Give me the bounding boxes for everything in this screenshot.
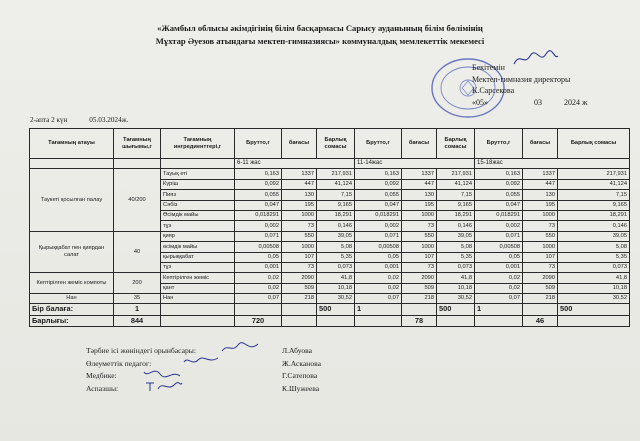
cell-gross-1: 0,071 xyxy=(235,231,282,241)
cell-sum-1: 30,52 xyxy=(317,294,355,304)
cell-gross-1: 0,018291 xyxy=(235,210,282,220)
totals-count-2: 78 xyxy=(402,315,437,327)
header-sum-1: Барлық сомасы xyxy=(317,129,355,159)
cell-price-3: 73 xyxy=(523,262,558,272)
signature-name: Г.Сатепова xyxy=(282,371,318,381)
totals-sum-1: 720 xyxy=(235,315,282,327)
cell-sum-2: 7,15 xyxy=(437,190,475,200)
cell-price-2: 447 xyxy=(402,179,437,189)
cell-price-1: 195 xyxy=(282,200,317,210)
header-yield: Тағамның шығымы,г xyxy=(114,129,161,159)
cell-gross-1: 0,055 xyxy=(235,190,282,200)
signature-role: Медбике: xyxy=(86,371,117,381)
header-dish: Тағамның атауы xyxy=(30,129,114,159)
ingredient-name: Кептірілген жеміс xyxy=(161,273,235,283)
cell-price-1: 73 xyxy=(282,262,317,272)
cell-sum-1: 39,05 xyxy=(317,231,355,241)
cell-gross-2: 0,092 xyxy=(355,179,402,189)
ingredient-name: Сәбіз xyxy=(161,200,235,210)
header-price-2: бағасы xyxy=(402,129,437,159)
cell-gross-2: 0,02 xyxy=(355,283,402,293)
cell-gross-2: 0,001 xyxy=(355,262,402,272)
cell-sum-2: 0,146 xyxy=(437,221,475,231)
age-group-3: 15-18жас xyxy=(475,159,630,169)
cell-sum-1: 5,08 xyxy=(317,242,355,252)
cell-price-2: 218 xyxy=(402,294,437,304)
cell-sum-1: 9,165 xyxy=(317,200,355,210)
menu-body xyxy=(30,169,630,304)
cell-gross-2: 0,071 xyxy=(355,231,402,241)
per-child-count-2: 1 xyxy=(355,304,402,316)
cell-price-1: 1000 xyxy=(282,242,317,252)
cell-gross-3: 0,071 xyxy=(475,231,523,241)
approve-position: Мектеп-гимназия директоры xyxy=(472,74,571,84)
cell-gross-2: 0,02 xyxy=(355,273,402,283)
cell-gross-3: 0,163 xyxy=(475,169,523,179)
cell-sum-2: 0,073 xyxy=(437,262,475,272)
cell-price-3: 1337 xyxy=(523,169,558,179)
cell-sum-3: 217,931 xyxy=(558,169,630,179)
totals-count-3: 46 xyxy=(523,315,558,327)
cell-sum-2: 5,35 xyxy=(437,252,475,262)
cell-gross-1: 0,092 xyxy=(235,179,282,189)
cell-sum-2: 41,8 xyxy=(437,273,475,283)
cell-gross-2: 0,05 xyxy=(355,252,402,262)
cell-price-2: 1000 xyxy=(402,242,437,252)
signature-row xyxy=(86,383,406,396)
cell-sum-1: 7,15 xyxy=(317,190,355,200)
cell-sum-3: 5,35 xyxy=(558,252,630,262)
per-child-count-3: 1 xyxy=(475,304,523,316)
header-gross-1: Брутто,г xyxy=(235,129,282,159)
cell-price-3: 73 xyxy=(523,221,558,231)
age-group-row xyxy=(30,159,630,169)
cell-price-3: 1000 xyxy=(523,242,558,252)
dish-yield: 35 xyxy=(114,294,161,304)
cell-price-3: 218 xyxy=(523,294,558,304)
cell-sum-2: 9,165 xyxy=(437,200,475,210)
cell-gross-2: 0,00508 xyxy=(355,242,402,252)
dish-name: Қырыққабат пен қиярдан салат xyxy=(30,231,114,273)
cell-sum-2: 217,931 xyxy=(437,169,475,179)
signature-icon xyxy=(220,341,260,355)
header-gross-3: Брутто,г xyxy=(475,129,523,159)
cell-price-1: 550 xyxy=(282,231,317,241)
dish-yield: 200 xyxy=(114,273,161,294)
cell-gross-2: 0,018291 xyxy=(355,210,402,220)
approve-label: Бекітемін xyxy=(472,63,505,72)
cell-sum-3: 9,165 xyxy=(558,200,630,210)
cell-sum-3: 39,05 xyxy=(558,231,630,241)
cell-gross-1: 0,05 xyxy=(235,252,282,262)
cell-price-2: 73 xyxy=(402,262,437,272)
cell-price-2: 1337 xyxy=(402,169,437,179)
cell-sum-2: 18,291 xyxy=(437,210,475,220)
cell-gross-2: 0,163 xyxy=(355,169,402,179)
header-gross-2: Брутто,г xyxy=(355,129,402,159)
signature-name: Л.Абуова xyxy=(282,346,312,355)
cell-sum-2: 30,52 xyxy=(437,294,475,304)
cell-sum-1: 41,124 xyxy=(317,179,355,189)
header-sum-2: Барлық сомасы xyxy=(437,129,475,159)
cell-price-1: 2090 xyxy=(282,273,317,283)
cell-gross-3: 0,07 xyxy=(475,294,523,304)
cell-sum-3: 5,08 xyxy=(558,242,630,252)
cell-gross-3: 0,02 xyxy=(475,273,523,283)
ingredient-name: қияр xyxy=(161,231,235,241)
cell-price-2: 107 xyxy=(402,252,437,262)
cell-gross-1: 0,002 xyxy=(235,221,282,231)
totals-count-1: 844 xyxy=(114,315,161,327)
signature-row xyxy=(86,370,406,383)
title-line-1: «Жамбыл облысы әкімдігінің білім басқармасы Сарысу ауданының білім бөлімінің xyxy=(157,23,483,33)
cell-gross-3: 0,018291 xyxy=(475,210,523,220)
totals-row xyxy=(30,315,630,327)
cell-sum-1: 41,8 xyxy=(317,273,355,283)
cell-price-3: 509 xyxy=(523,283,558,293)
cell-price-1: 447 xyxy=(282,179,317,189)
signature-role: Аспазшы: xyxy=(86,383,119,393)
cell-sum-2: 41,124 xyxy=(437,179,475,189)
cell-price-1: 1337 xyxy=(282,169,317,179)
cell-gross-1: 0,00508 xyxy=(235,242,282,252)
table-row xyxy=(30,231,630,241)
cell-sum-3: 41,8 xyxy=(558,273,630,283)
approve-month: 03 xyxy=(534,97,542,107)
ingredient-name: тұз xyxy=(161,221,235,231)
cell-gross-3: 0,047 xyxy=(475,200,523,210)
week-line xyxy=(30,116,148,124)
ingredient-name: Нан xyxy=(161,294,235,304)
cell-price-3: 447 xyxy=(523,179,558,189)
week-date: 05.03.2024ж. xyxy=(89,116,129,124)
signature-role: Тәрбие ісі жөніндегі орынбасары: xyxy=(86,346,196,355)
cell-price-1: 130 xyxy=(282,190,317,200)
header-price-1: бағасы xyxy=(282,129,317,159)
cell-price-2: 550 xyxy=(402,231,437,241)
age-group-1: 6-11 жас xyxy=(235,159,355,169)
header-price-3: бағасы xyxy=(523,129,558,159)
approve-name: К.Сарсекова xyxy=(472,86,515,95)
ingredient-name: Тауық еті xyxy=(161,169,235,179)
ingredient-name: өсімдік майы xyxy=(161,242,235,252)
cell-price-1: 73 xyxy=(282,221,317,231)
signature-row xyxy=(86,345,406,358)
cell-sum-1: 0,073 xyxy=(317,262,355,272)
cell-price-2: 2090 xyxy=(402,273,437,283)
per-child-label: Бір балаға: xyxy=(30,304,114,316)
cell-gross-2: 0,055 xyxy=(355,190,402,200)
per-child-count-1: 1 xyxy=(114,304,161,316)
ingredient-name: Күріш xyxy=(161,179,235,189)
cell-price-2: 73 xyxy=(402,221,437,231)
ingredient-name: қант xyxy=(161,283,235,293)
table-row xyxy=(30,294,630,304)
cell-gross-2: 0,047 xyxy=(355,200,402,210)
table-row xyxy=(30,273,630,283)
header-sum-3: Барлық сомасы xyxy=(558,129,630,159)
cell-sum-2: 10,18 xyxy=(437,283,475,293)
cell-gross-1: 0,001 xyxy=(235,262,282,272)
cell-gross-1: 0,07 xyxy=(235,294,282,304)
per-child-sum-3: 500 xyxy=(558,304,630,316)
dish-name: Кептірілген жеміс компоты xyxy=(30,273,114,294)
cell-gross-1: 0,163 xyxy=(235,169,282,179)
approve-year: 2024 ж xyxy=(564,97,588,107)
cell-gross-3: 0,001 xyxy=(475,262,523,272)
dish-yield: 40 xyxy=(114,231,161,273)
per-child-row xyxy=(30,304,630,316)
ingredient-name: тұз xyxy=(161,262,235,272)
cell-sum-3: 0,146 xyxy=(558,221,630,231)
cell-price-2: 1000 xyxy=(402,210,437,220)
cell-sum-1: 5,35 xyxy=(317,252,355,262)
cell-price-2: 130 xyxy=(402,190,437,200)
cell-gross-2: 0,07 xyxy=(355,294,402,304)
cell-sum-3: 18,291 xyxy=(558,210,630,220)
age-group-2: 11-14жас xyxy=(355,159,475,169)
dish-yield: 40/200 xyxy=(114,169,161,231)
signature-role: Өлеуметтік педагог: xyxy=(86,358,152,368)
approve-date xyxy=(472,97,622,109)
cell-gross-2: 0,002 xyxy=(355,221,402,231)
cell-gross-3: 0,092 xyxy=(475,179,523,189)
cell-price-1: 509 xyxy=(282,283,317,293)
table-header-row xyxy=(30,129,630,159)
cell-sum-3: 10,18 xyxy=(558,283,630,293)
cell-price-3: 550 xyxy=(523,231,558,241)
cell-price-2: 509 xyxy=(402,283,437,293)
header-ingredients: Тағамның ингредиенттері,г xyxy=(161,129,235,159)
cell-price-3: 2090 xyxy=(523,273,558,283)
cell-gross-1: 0,02 xyxy=(235,273,282,283)
cell-sum-1: 217,931 xyxy=(317,169,355,179)
signature-name: К.Шужеева xyxy=(282,383,320,393)
cell-price-1: 218 xyxy=(282,294,317,304)
cell-gross-3: 0,05 xyxy=(475,252,523,262)
per-child-sum-2: 500 xyxy=(437,304,475,316)
signatures-block xyxy=(86,345,406,395)
cell-gross-1: 0,02 xyxy=(235,283,282,293)
cell-sum-3: 7,15 xyxy=(558,190,630,200)
per-child-sum-1: 500 xyxy=(317,304,355,316)
cell-sum-3: 41,124 xyxy=(558,179,630,189)
title-line-2: Мұхтар Әуезов атындағы мектеп-гимназиясы» коммуналдық мемлекеттік мекемесі xyxy=(155,36,485,46)
signature-icon xyxy=(144,379,184,393)
cell-gross-3: 0,055 xyxy=(475,190,523,200)
menu-table xyxy=(29,128,630,327)
table-row xyxy=(30,169,630,179)
approve-day: «05» xyxy=(472,97,488,107)
cell-price-1: 1000 xyxy=(282,210,317,220)
signature-name: Ж.Асканова xyxy=(282,358,322,368)
cell-gross-3: 0,002 xyxy=(475,221,523,231)
cell-sum-2: 39,05 xyxy=(437,231,475,241)
totals-label: Барлығы: xyxy=(30,315,114,327)
cell-price-3: 107 xyxy=(523,252,558,262)
cell-gross-3: 0,00508 xyxy=(475,242,523,252)
cell-sum-1: 0,146 xyxy=(317,221,355,231)
signature-row xyxy=(86,358,406,371)
ingredient-name: Өсімдік майы xyxy=(161,210,235,220)
cell-price-3: 195 xyxy=(523,200,558,210)
cell-price-2: 195 xyxy=(402,200,437,210)
ingredient-name: Пияз xyxy=(161,190,235,200)
cell-price-3: 130 xyxy=(523,190,558,200)
week-label: 2-апта 2 күн xyxy=(30,116,68,124)
cell-sum-1: 10,18 xyxy=(317,283,355,293)
dish-name: Нан xyxy=(30,294,114,304)
signature-icon xyxy=(182,354,222,368)
cell-sum-3: 0,073 xyxy=(558,262,630,272)
cell-gross-1: 0,047 xyxy=(235,200,282,210)
cell-sum-2: 5,08 xyxy=(437,242,475,252)
dish-name: Таукеті қосылған палау xyxy=(30,169,114,231)
ingredient-name: қырыққабат xyxy=(161,252,235,262)
document-title xyxy=(90,22,550,48)
cell-price-3: 1000 xyxy=(523,210,558,220)
cell-gross-3: 0,02 xyxy=(475,283,523,293)
cell-sum-3: 30,52 xyxy=(558,294,630,304)
cell-price-1: 107 xyxy=(282,252,317,262)
cell-sum-1: 18,291 xyxy=(317,210,355,220)
approval-block xyxy=(472,62,622,108)
